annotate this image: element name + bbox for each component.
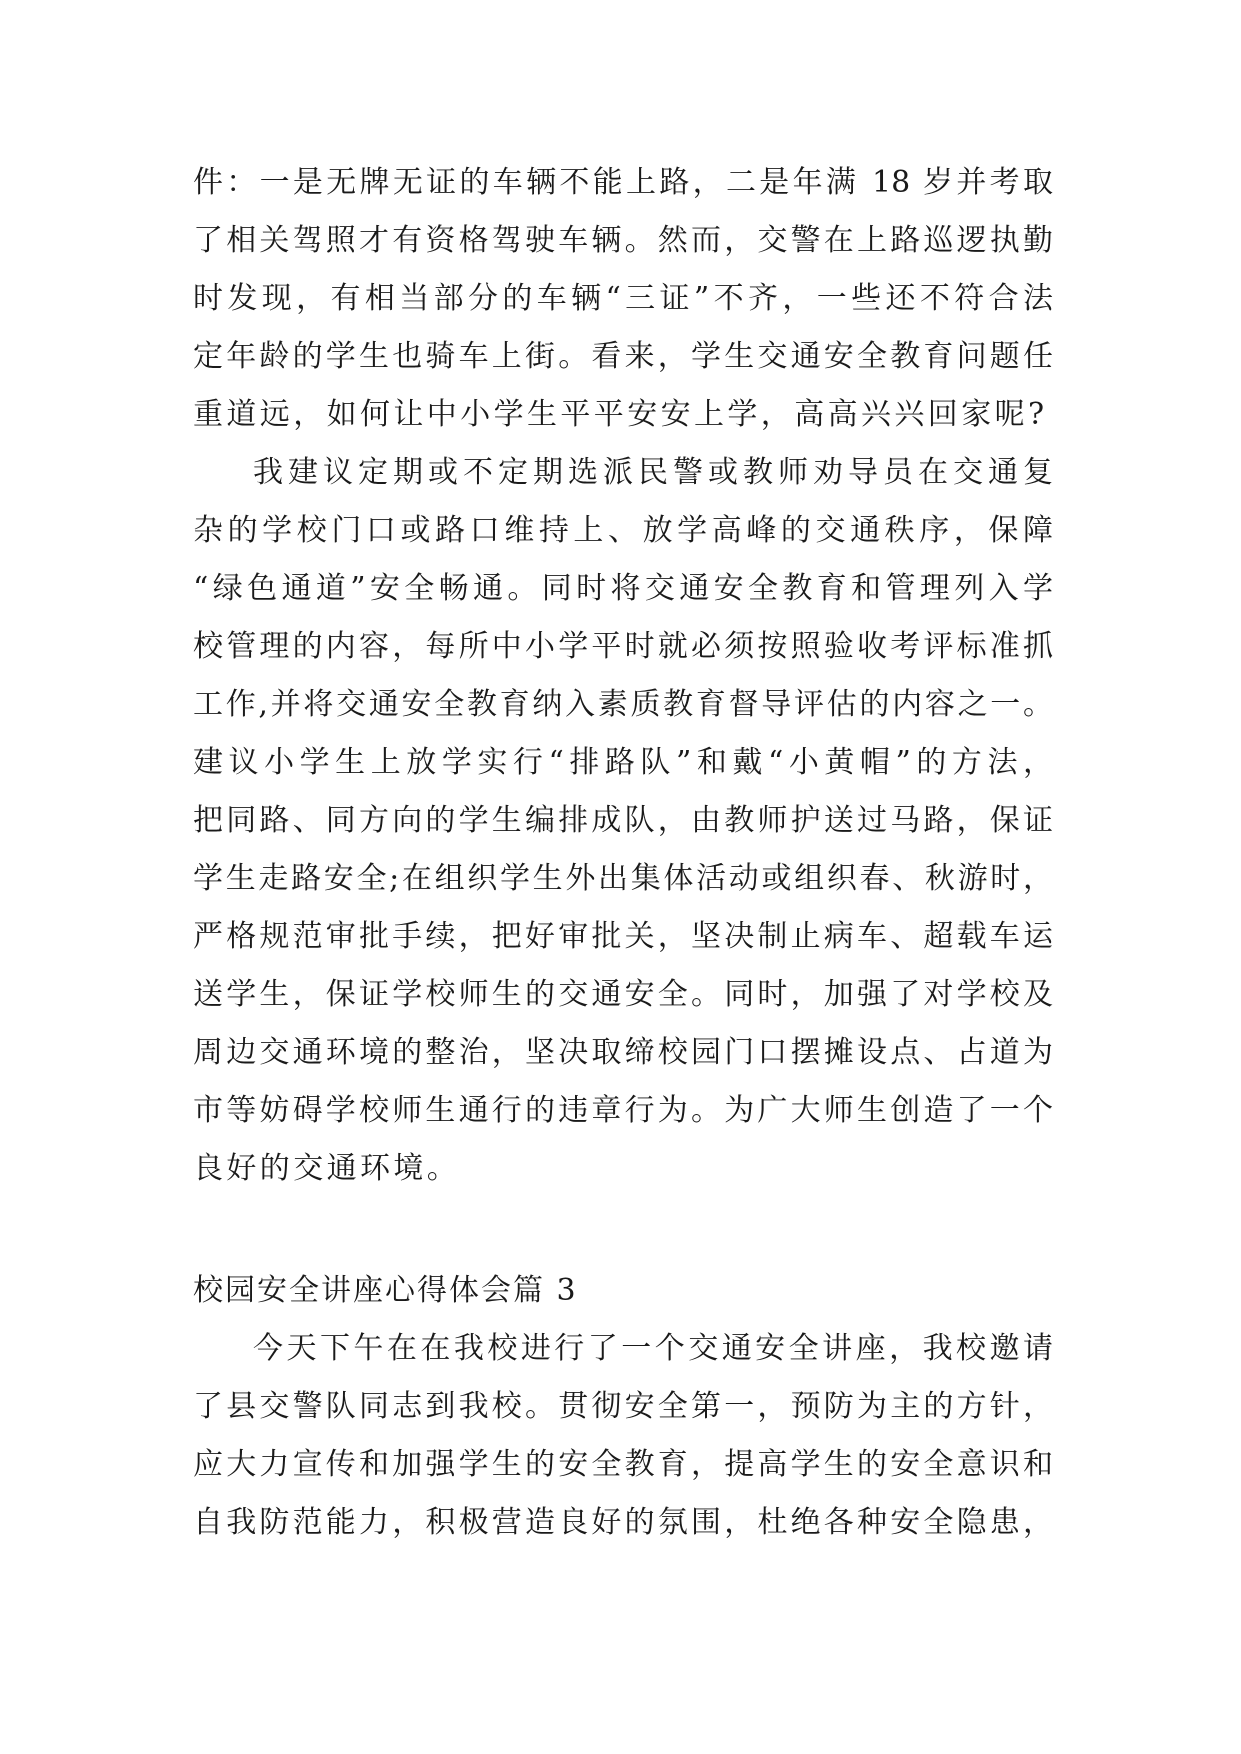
paragraph-line: 严格规范审批手续，把好审批关，坚决制止病车、超载车运 <box>193 919 1053 954</box>
paragraph-line: 我建议定期或不定期选派民警或教师劝导员在交通复 <box>253 455 1053 490</box>
paragraph-line: 把同路、同方向的学生编排成队，由教师护送过马路，保证 <box>193 803 1053 838</box>
paragraph-line: 应大力宣传和加强学生的安全教育，提高学生的安全意识和 <box>193 1447 1053 1482</box>
paragraph-line: 学生走路安全;在组织学生外出集体活动或组织春、秋游时， <box>193 861 1053 896</box>
paragraph-line: 了县交警队同志到我校。贯彻安全第一，预防为主的方针， <box>193 1389 1053 1424</box>
paragraph-line: 校管理的内容，每所中小学平时就必须按照验收考评标准抓 <box>193 629 1053 664</box>
paragraph-line: “绿色通道”安全畅通。同时将交通安全教育和管理列入学 <box>193 571 1053 606</box>
paragraph-line: 自我防范能力，积极营造良好的氛围，杜绝各种安全隐患， <box>193 1505 1053 1540</box>
paragraph-line: 重道远，如何让中小学生平平安安上学，高高兴兴回家呢? <box>193 397 1048 432</box>
paragraph-line: 工作,并将交通安全教育纳入素质教育督导评估的内容之一。 <box>193 687 1053 722</box>
paragraph-line: 定年龄的学生也骑车上街。看来，学生交通安全教育问题任 <box>193 339 1053 374</box>
paragraph-line: 建议小学生上放学实行“排路队”和戴“小黄帽”的方法， <box>193 745 1053 780</box>
paragraph-line: 周边交通环境的整治，坚决取缔校园门口摆摊设点、占道为 <box>193 1035 1053 1070</box>
paragraph-line: 了相关驾照才有资格驾驶车辆。然而，交警在上路巡逻执勤 <box>193 223 1053 258</box>
paragraph-line: 今天下午在在我校进行了一个交通安全讲座，我校邀请 <box>253 1331 1053 1366</box>
paragraph-line: 杂的学校门口或路口维持上、放学高峰的交通秩序，保障 <box>193 513 1053 548</box>
paragraph-line: 良好的交通环境。 <box>193 1151 461 1186</box>
paragraph-line: 市等妨碍学校师生通行的违章行为。为广大师生创造了一个 <box>193 1093 1053 1128</box>
paragraph-line: 送学生，保证学校师生的交通安全。同时，加强了对学校及 <box>193 977 1053 1012</box>
section-heading: 校园安全讲座心得体会篇 3 <box>193 1273 578 1308</box>
paragraph-line: 时发现，有相当部分的车辆“三证”不齐，一些还不符合法 <box>193 281 1053 316</box>
paragraph-line: 件：一是无牌无证的车辆不能上路，二是年满 18 岁并考取 <box>193 165 1053 200</box>
